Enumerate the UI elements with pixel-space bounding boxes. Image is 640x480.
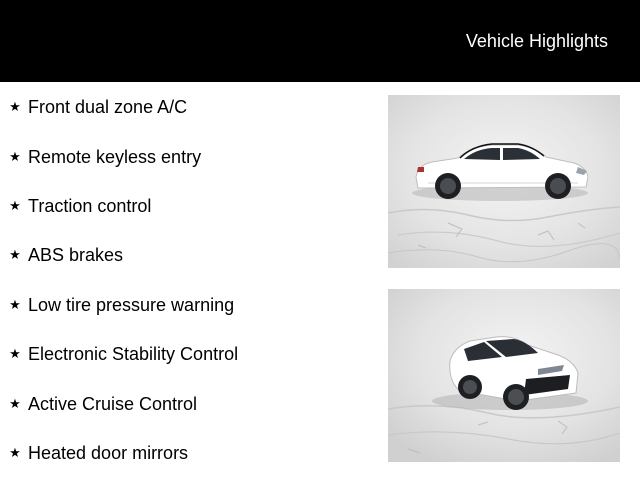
star-icon: ★ [9,445,21,460]
feature-item [8,293,234,317]
star-icon: ★ [9,198,21,213]
feature-item [8,95,187,119]
feature-label: ABS brakes [28,244,124,265]
feature-label: Remote keyless entry [28,146,202,167]
car-front-image [388,289,620,462]
star-icon: ★ [9,149,21,164]
star-icon: ★ [9,247,21,262]
feature-item [8,145,201,169]
vehicle-photo-side [388,95,620,268]
feature-item [8,243,123,267]
star-icon: ★ [9,346,21,361]
car-side-image [388,95,620,268]
feature-label: Traction control [28,195,152,216]
feature-label: Front dual zone A/C [28,96,188,117]
star-icon: ★ [9,396,21,411]
feature-item [8,342,238,366]
header-title: Vehicle Highlights [465,31,608,51]
feature-item [8,194,151,218]
feature-label: Active Cruise Control [28,393,198,414]
feature-label: Electronic Stability Control [28,343,239,364]
feature-item [8,441,188,465]
feature-label: Heated door mirrors [28,442,189,463]
vehicle-photo-front [388,289,620,462]
star-icon: ★ [9,297,21,312]
feature-item [8,392,197,416]
feature-label: Low tire pressure warning [28,294,235,315]
star-icon: ★ [9,99,21,114]
